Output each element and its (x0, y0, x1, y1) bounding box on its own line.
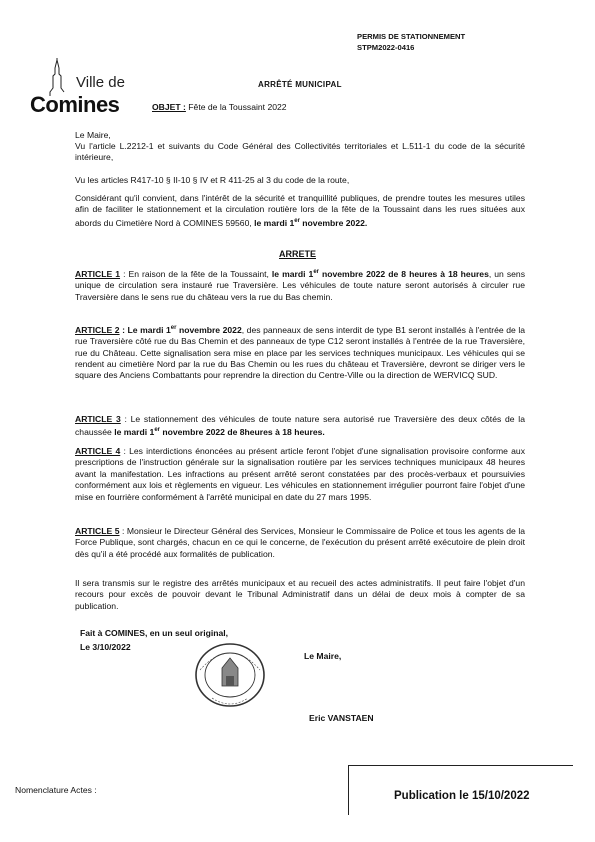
city-logo (28, 58, 138, 118)
transmission-notice: Il sera transmis sur le registre des arrêtés municipaux et au recueil des actes administratifs. Il peut faire l'objet d'un recours pour excès de pouvoir devant le Tribunal Administratif dans un délai de deux mois à compter de sa publication. (75, 578, 525, 611)
permit-reference (357, 31, 465, 53)
considerant-date: le mardi 1er novembre 2022. (254, 217, 368, 228)
publication-box-border-top (348, 765, 573, 766)
objet-line (152, 102, 287, 112)
arrete-heading: ARRETE (278, 249, 316, 259)
article-1-label: ARTICLE 1 (75, 268, 121, 279)
preamble-vu-code-route: Vu les articles R417-10 § II-10 § IV et R 411-25 al 3 du code de la route, (75, 175, 350, 185)
article-3-label: ARTICLE 3 (75, 414, 121, 424)
logo-ville-text: Ville de (76, 74, 125, 91)
signature-title: Le Maire, (304, 651, 342, 661)
fait-date: Le 3/10/2022 (80, 642, 131, 652)
article-4-label: ARTICLE 4 (75, 446, 121, 456)
logo-comines-text: Comines (30, 92, 120, 117)
document-title: ARRÊTÉ MUNICIPAL (258, 80, 342, 89)
belfry-icon (42, 58, 72, 96)
preamble-vu-cgct: Vu l'article L.2212-1 et suivants du Code Général des Collectivités territoriales et L.511-1 du code de la sécurité intérieure, (75, 141, 525, 163)
article-1: ARTICLE 1 : En raison de la fête de la Toussaint, le mardi 1er novembre 2022 de 8 heures à 18 heures, un sens unique de circulation sera instauré rue Traversière. Les véhicules de toute nature seront autorisés à circuler rue Traversière dans le sens rue du château vers la rue du Bas chemin. (75, 268, 525, 302)
permit-type: PERMIS DE STATIONNEMENT (357, 32, 466, 41)
signer-name: Eric VANSTAEN (309, 713, 374, 723)
article-2-label: ARTICLE 2 (75, 324, 120, 335)
objet-label: OBJET : (152, 102, 186, 112)
article-3: ARTICLE 3 : Le stationnement des véhicules de toute nature sera autorisé rue Traversière des deux côtés de la chaussée le mardi 1er novembre 2022 de 8heures à 18 heures. (75, 414, 525, 438)
municipal-seal-stamp (186, 640, 276, 710)
publication-box-border-left (348, 765, 349, 815)
nomenclature-label: Nomenclature Actes : (15, 785, 97, 795)
article-4: ARTICLE 4 : Les interdictions énoncées au présent article feront l'objet d'une signalisation provisoire conforme aux prescriptions de l'instruction générale sur la signalisation routière par les services techniques municipaux 48 heures avant la manifestation. Les infractions au présent arrêté seront constatées par des procès-verbaux et poursuivies conformément aux lois et règlements en vigueur. Les véhicules en stationnement irrégulier pourront faire l'objet d'une mise en fourrière conformément à l'arrêté municipal en date du 27 mars 1995. (75, 446, 526, 502)
preamble-maire: Le Maire, (75, 130, 111, 140)
considerant-text: Considérant qu'il convient, dans l'intérêt de la sécurité et tranquillité publiques, de prendre toutes les mesures utiles afin de faciliter le stationnement et la circulation routière lors de la fête de la Toussaint dans les rues situées aux abords du Cimetière Nord à COMINES 59560, (75, 193, 525, 228)
article-2: ARTICLE 2 : Le mardi 1er novembre 2022, des panneaux de sens interdit de type B1 seront installés à l'entrée de la rue Traversière côté rue du Bas Chemin et des panneaux de type C12 seront installés à l'entrée de la rue Traversière, rue du Château. Cette signalisation sera mise en place par les services techniques municipaux. Les véhicules qui se rendent au cimetière Nord par la rue du Bas Chemin ou les rues du château et Traversière, devront se diriger vers le square des Anciens Combattants pour reprendre la direction du Centre-Ville ou la direction de WERVICQ SUD. (75, 324, 526, 381)
objet-text: Fête de la Toussaint 2022 (188, 102, 287, 112)
fait-a-line: Fait à COMINES, en un seul original, (80, 628, 229, 638)
publication-date: Publication le 15/10/2022 (394, 790, 530, 802)
preamble-considerant (75, 193, 525, 229)
permit-number: STPM2022-0416 (357, 43, 415, 52)
article-5: ARTICLE 5 : Monsieur le Directeur Général des Services, Monsieur le Commissaire de Police et tous les agents de la Force Publique, sont chargés, chacun en ce qui le concerne, de l'exécution du présent arrêté exécutoire de plein droit dès qu'il a été procédé aux formalités de publication. (75, 526, 526, 559)
article-5-label: ARTICLE 5 (75, 526, 120, 536)
